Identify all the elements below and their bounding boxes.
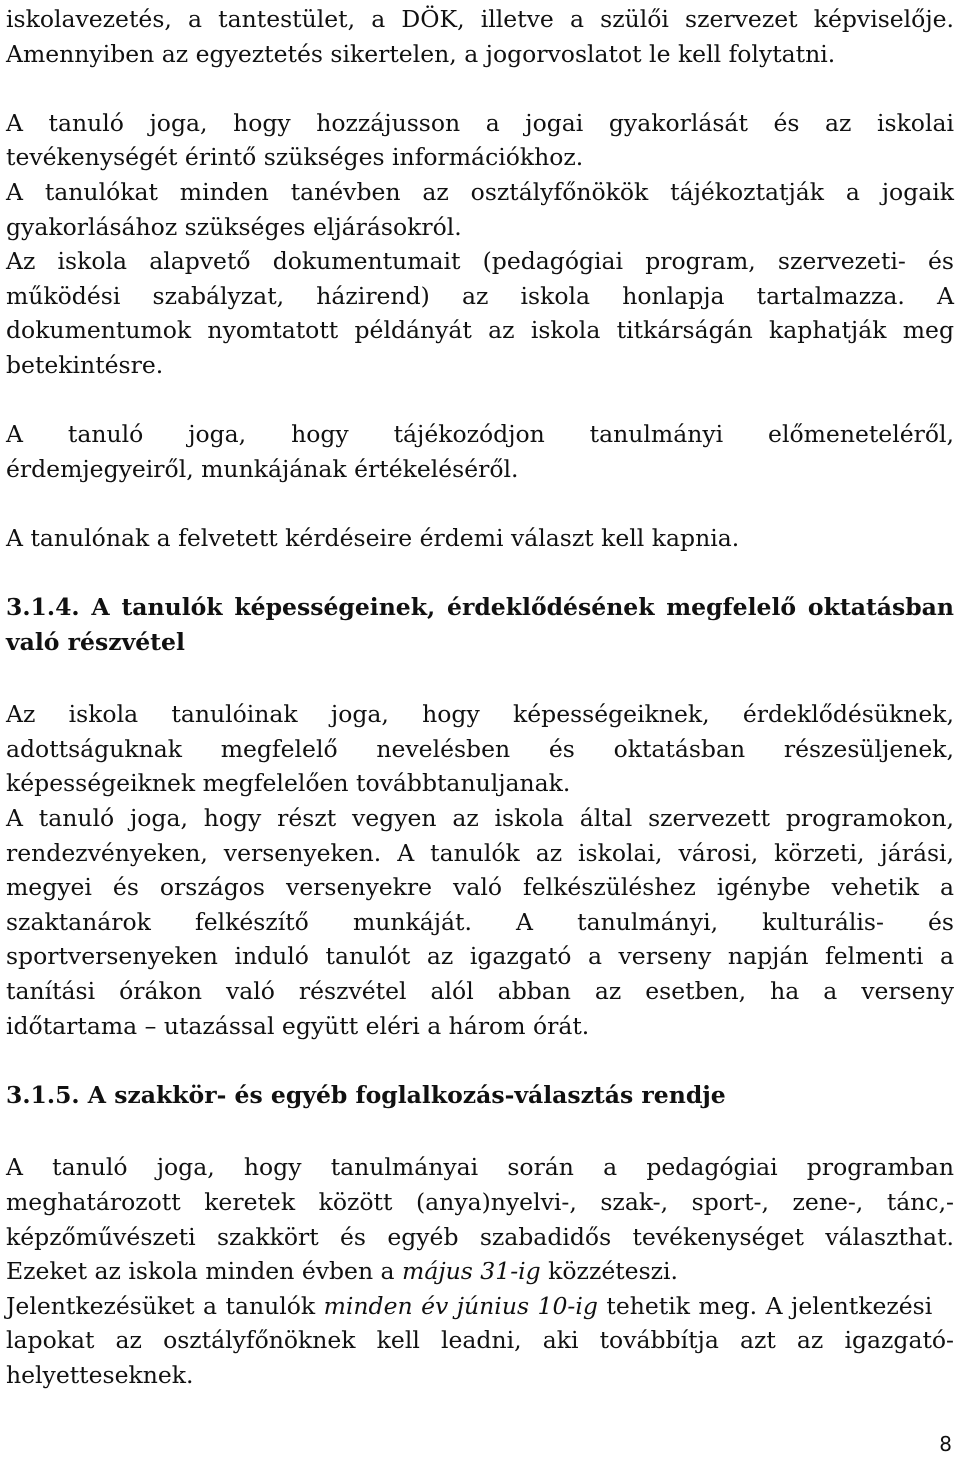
text-line <box>6 1289 954 1324</box>
text-line: A tanuló joga, hogy tanulmányai során a pedagógiai programban <box>6 1153 954 1182</box>
text-line: meghatározott keretek között (anya)nyelvi-, szak-, sport-, zene-, tánc,- <box>6 1188 954 1216</box>
heading-line: 3.1.5. A szakkör- és egyéb foglalkozás-választás rendje <box>6 1080 726 1109</box>
text-line: érdemjegyeiről, munkájának értékeléséről. <box>6 454 519 483</box>
text-line: lapokat az osztályfőnöknek kell leadni, aki továbbítja azt az igazgató- <box>6 1326 954 1355</box>
text-line: dokumentumok nyomtatott példányát az iskola titkárságán kaphatják meg <box>6 316 954 345</box>
text-line: gyakorlásához szükséges eljárásokról. <box>6 212 462 241</box>
paragraph-6 <box>6 1150 954 1392</box>
paragraph-1 <box>6 2 954 71</box>
text-fragment: Jelentkezésüket a tanulók <box>6 1291 324 1320</box>
text-line: A tanuló joga, hogy tájékozódjon tanulmányi előmeneteléről, <box>6 420 954 449</box>
text-line: adottságuknak megfelelő nevelésben és oktatásban részesüljenek, <box>6 734 954 763</box>
text-line: szaktanárok felkészítő munkáját. A tanulmányi, kulturális- és <box>6 907 954 936</box>
text-line: tanítási órákon való részvétel alól abban az esetben, ha a verseny <box>6 977 954 1006</box>
text-fragment: közzéteszi. <box>540 1257 679 1286</box>
paragraph-2 <box>6 106 954 383</box>
text-line: betekintésre. <box>6 350 164 379</box>
text-line: működési szabályzat, házirend) az iskola honlapja tartalmazza. A <box>6 281 954 310</box>
text-line: képzőművészeti szakkört és egyéb szabadidős tevékenységet választhat. <box>6 1222 954 1251</box>
text-line: megyei és országos versenyekre való felkészüléshez igénybe vehetik a <box>6 873 954 902</box>
text-line: időtartama – utazással együtt eléri a három órát. <box>6 1011 590 1040</box>
page-number: 8 <box>939 1432 952 1456</box>
paragraph-3 <box>6 417 954 486</box>
section-heading-3-1-4 <box>6 590 954 659</box>
text-line: sportversenyeken induló tanulót az igazgató a verseny napján felmenti a <box>6 942 954 971</box>
text-line: A tanuló joga, hogy hozzájusson a jogai gyakorlását és az iskolai <box>6 108 954 137</box>
text-line: A tanulókat minden tanévben az osztályfőnökök tájékoztatják a jogaik <box>6 177 954 206</box>
text-fragment: tehetik meg. A jelentkezési <box>597 1291 933 1320</box>
text-line: Amennyiben az egyeztetés sikertelen, a jogorvoslatot le kell folytatni. <box>6 39 836 68</box>
text-line: rendezvényeken, versenyeken. A tanulók az iskolai, városi, körzeti, járási, <box>6 838 954 867</box>
text-line: iskolavezetés, a tantestület, a DÖK, illetve a szülői szervezet képviselője. <box>6 5 954 33</box>
text-line <box>6 1254 954 1289</box>
text-line: A tanulónak a felvetett kérdéseire érdemi választ kell kapnia. <box>6 523 740 552</box>
heading-line: való részvétel <box>6 627 185 656</box>
text-line: Az iskola tanulóinak joga, hogy képességeiknek, érdeklődésüknek, <box>6 700 954 729</box>
text-line: Az iskola alapvető dokumentumait (pedagógiai program, szervezeti- és <box>6 247 954 276</box>
text-line: képességeiknek megfelelően továbbtanuljanak. <box>6 769 571 798</box>
deadline-emphasis: minden év június 10-ig <box>323 1291 598 1320</box>
paragraph-5 <box>6 697 954 1043</box>
section-heading-3-1-5 <box>6 1078 954 1113</box>
document-page <box>6 2 954 1393</box>
paragraph-4 <box>6 521 954 556</box>
text-line: A tanuló joga, hogy részt vegyen az iskola által szervezett programokon, <box>6 804 954 833</box>
text-line: helyetteseknek. <box>6 1360 194 1389</box>
deadline-emphasis: május 31-ig <box>402 1257 541 1286</box>
text-fragment: Ezeket az iskola minden évben a <box>6 1257 403 1286</box>
text-line: tevékenységét érintő szükséges információkhoz. <box>6 143 584 172</box>
heading-line: 3.1.4. A tanulók képességeinek, érdeklődésének megfelelő oktatásban <box>6 593 954 622</box>
